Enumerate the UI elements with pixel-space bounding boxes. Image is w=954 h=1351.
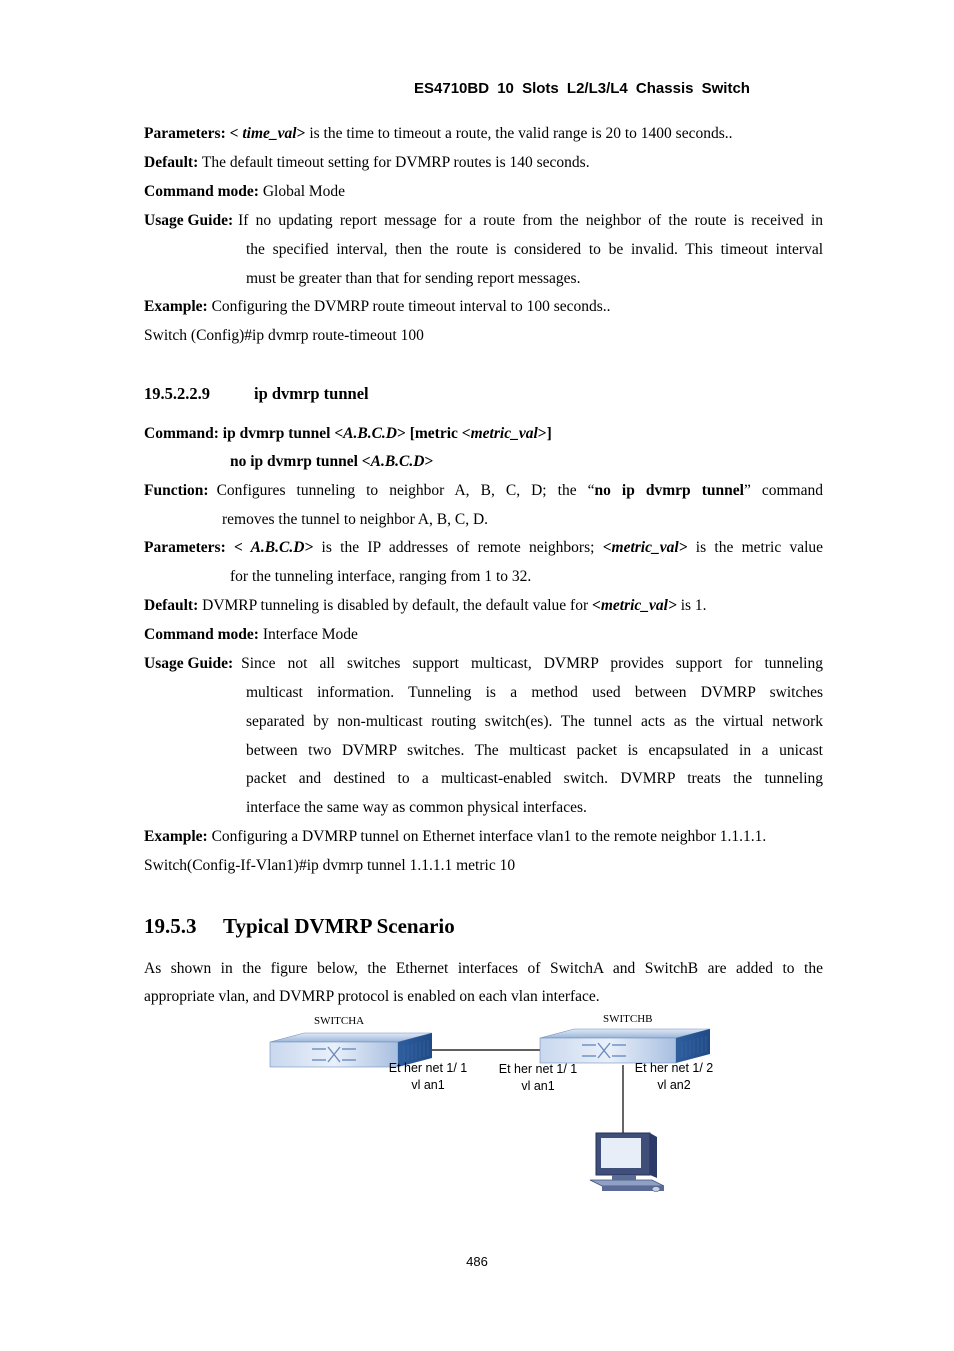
tunnel-usage-line5: packet and destined to a multicast-enabled switch. DVMRP treats the tunneling xyxy=(246,770,823,787)
section-heading-typical-dvmrp-scenario: 19.5.3 Typical DVMRP Scenario xyxy=(144,914,455,938)
computer-icon xyxy=(590,1133,664,1192)
page-number: 486 xyxy=(466,1254,488,1269)
route-timeout-usage-line3: must be greater than that for sending report messages. xyxy=(246,270,581,287)
tunnel-example-cmd: Switch(Config-If-Vlan1)#ip dvmrp tunnel 1.1.1.1 metric 10 xyxy=(144,857,516,874)
scenario-para-line2: appropriate vlan, and DVMRP protocol is enabled on each vlan interface. xyxy=(144,988,600,1005)
running-header: ES4710BD 10 Slots L2/L3/L4 Chassis Switch xyxy=(414,80,750,97)
switch-b-icon xyxy=(540,1029,710,1063)
tunnel-usage-line1: Usage Guide: Since not all switches support multicast, DVMRP provides support for tunneling xyxy=(144,655,823,672)
route-timeout-parameters: Parameters: < time_val> is the time to timeout a route, the valid range is 20 to 1400 seconds.. xyxy=(144,125,733,142)
tunnel-parameters-line2: for the tunneling interface, ranging from 1 to 32. xyxy=(230,568,532,585)
switch-b-port1-label: Et her net 1/ 1 vl an1 xyxy=(498,1062,578,1093)
route-timeout-usage-line2: the specified interval, then the route is considered to be invalid. This timeout interval xyxy=(246,241,823,258)
tunnel-parameters-line1: Parameters: < A.B.C.D> is the IP addresses of remote neighbors; <metric_val> is the metric value xyxy=(144,539,824,556)
switch-b-port2-label: Et her net 1/ 2 vl an2 xyxy=(634,1061,714,1092)
tunnel-default: Default: DVMRP tunneling is disabled by default, the default value for <metric_val> is 1. xyxy=(144,597,707,614)
switch-b-label: SWITCHB xyxy=(603,1013,653,1025)
scenario-para-line1: As shown in the figure below, the Ethernet interfaces of SwitchA and SwitchB are added to the xyxy=(144,960,823,977)
tunnel-usage-line6: interface the same way as common physical interfaces. xyxy=(246,799,587,816)
route-timeout-example: Example: Configuring the DVMRP route timeout interval to 100 seconds.. xyxy=(144,298,611,315)
tunnel-usage-line4: between two DVMRP switches. The multicast packet is encapsulated in a unicast xyxy=(246,742,823,759)
tunnel-example: Example: Configuring a DVMRP tunnel on Ethernet interface vlan1 to the remote neighbor 1.1.1.1. xyxy=(144,828,767,845)
route-timeout-example-cmd: Switch (Config)#ip dvmrp route-timeout 100 xyxy=(144,327,424,344)
tunnel-function-line1: Function: Configures tunneling to neighbor A, B, C, D; the “no ip dvmrp tunnel” command xyxy=(144,482,823,499)
switch-a-port-label: Et her net 1/ 1 vl an1 xyxy=(388,1061,468,1092)
section-heading-ip-dvmrp-tunnel: 19.5.2.2.9 ip dvmrp tunnel xyxy=(144,384,369,403)
tunnel-mode: Command mode: Interface Mode xyxy=(144,626,358,643)
tunnel-function-line2: removes the tunnel to neighbor A, B, C, D. xyxy=(222,511,489,528)
switch-a-label: SWITCHA xyxy=(314,1015,365,1027)
route-timeout-default: Default: The default timeout setting for DVMRP routes is 140 seconds. xyxy=(144,154,590,171)
tunnel-command: Command: ip dvmrp tunnel <A.B.C.D> [metric <metric_val>] xyxy=(144,425,552,442)
route-timeout-mode: Command mode: Global Mode xyxy=(144,183,346,200)
route-timeout-usage-line1: Usage Guide: If no updating report message for a route from the neighbor of the route is received in xyxy=(144,212,823,229)
tunnel-command-no: no ip dvmrp tunnel <A.B.C.D> xyxy=(230,453,434,470)
tunnel-usage-line3: separated by non-multicast routing switch(es). The tunnel acts as the virtual network xyxy=(246,713,823,730)
tunnel-usage-line2: multicast information. Tunneling is a method used between DVMRP switches xyxy=(246,684,823,701)
